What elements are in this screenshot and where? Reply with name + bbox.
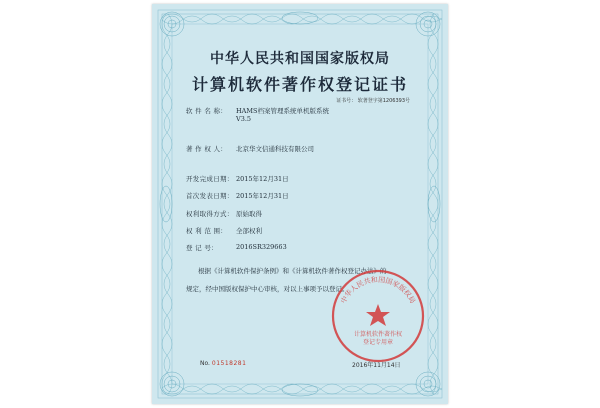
seal-inner-text-2: 登记专用章 <box>362 339 394 346</box>
field-value: HAMS档案管理系统单机版系统 <box>236 107 329 115</box>
field-label: 权 利 范 围： <box>186 227 228 235</box>
paragraph-line-2: 规定，经中国版权保护中心审核，对以上事项予以登记。 <box>186 285 349 293</box>
seal-inner-text-1: 计算机软件著作权 <box>353 331 403 338</box>
field-label: 著 作 权 人： <box>186 145 228 153</box>
field-acquisition-method <box>186 209 262 218</box>
certificate-number <box>200 360 246 367</box>
field-value: 全部权利 <box>236 227 262 235</box>
field-label: 登 记 号： <box>186 244 218 252</box>
certificate-number-value: 01518281 <box>211 360 247 367</box>
field-value: 原始取得 <box>236 210 262 218</box>
seal-star-icon <box>366 304 390 326</box>
field-development-date <box>186 174 289 183</box>
field-label: 权利取得方式： <box>186 210 234 218</box>
certificate-paper <box>152 4 448 404</box>
field-publication-date <box>186 191 289 200</box>
field-label: 首次发表日期： <box>186 192 234 200</box>
seal-outer-text: 中华人民共和国国家版权局 <box>339 275 417 305</box>
field-registration-number <box>186 243 287 252</box>
issue-date: 2016年11月14日 <box>352 362 401 369</box>
certificate-number-prefix: No. <box>200 360 210 367</box>
field-value: 2015年12月31日 <box>236 175 289 183</box>
paragraph-line-1: 根据《计算机软件保护条例》和《计算机软件著作权登记办法》的 <box>198 267 387 275</box>
field-copyright-owner <box>186 144 314 153</box>
field-label: 软 件 名 称： <box>186 107 228 115</box>
field-value: 2016SR329663 <box>236 243 287 251</box>
field-label: 开发完成日期： <box>186 175 234 183</box>
field-value: 2015年12月31日 <box>236 192 289 200</box>
certificate-title: 计算机软件著作权登记证书 <box>191 75 408 94</box>
field-software-name <box>186 106 329 123</box>
field-rights-scope <box>186 226 262 235</box>
issuing-authority-title: 中华人民共和国国家版权局 <box>210 51 390 67</box>
official-seal <box>328 266 428 366</box>
field-value: 北京华文信通科技有限公司 <box>236 145 314 153</box>
registration-number: 证书号： 软著登字第1206393号 <box>336 98 410 104</box>
field-value-version: V3.5 <box>236 115 252 123</box>
